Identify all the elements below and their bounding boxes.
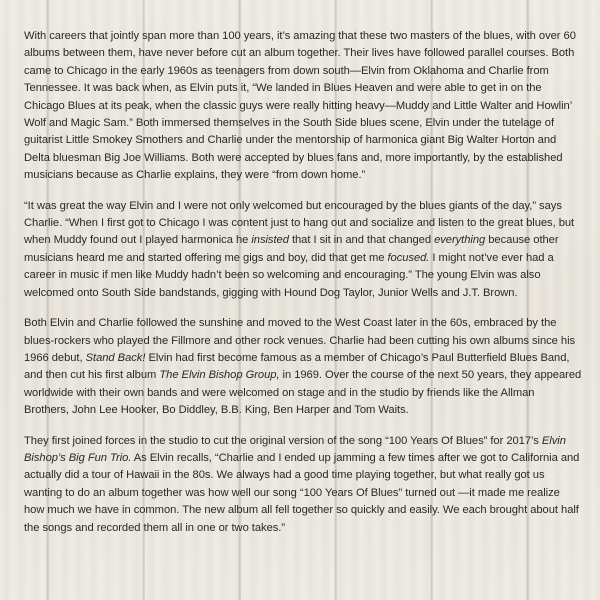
paragraph-1: [24, 28, 582, 185]
text-segment: I might not’ve ever had a career in music if men like Muddy hadn’t been so welcoming and encouraging.” The young Elvin was also welcomed onto South Side bandstands, gigging with Hound Dog Taylor, Junior Wells and J.T. Brown.: [24, 251, 554, 299]
text-segment: that I sit in and that changed: [288, 234, 435, 247]
text-segment: because other musicians heard me and started offering me gigs and boy, did that get me: [24, 234, 559, 264]
paragraph-3: [24, 315, 582, 419]
liner-notes-text: [24, 28, 582, 550]
text-segment: Both Elvin and Charlie followed the sunshine and moved to the West Coast later in the 60s, embraced by the blues-rockers who played the Fillmore and other rock venues. Charlie had been cutting his own albums since his 1966 debut,: [24, 317, 576, 364]
text-segment: “It was great the way Elvin and I were not only welcomed but encouraged by the blues giants of the day,” says Charlie. “When I first got to Chicago I was content just to hang out and socialize and listen to the great blues, but when Muddy found out I played harmonica he: [24, 199, 575, 247]
paragraph-2: [24, 198, 582, 302]
album-title-elvin-bishop-group: The Elvin Bishop Group,: [159, 369, 280, 382]
text-segment: in 1969. Over the course of the next 50 years, they appeared worldwide with their own bands and were welcomed on stage and in the studio by friends like the Allman Brothers, John Lee Hooker, Bo Diddley, B.B. King, Ben Harper and Tom Waits.: [24, 369, 582, 417]
italic-text: everything: [434, 234, 486, 247]
album-title-big-fun-trio: Elvin Bishop’s Big Fun Trio.: [24, 434, 566, 464]
italic-text: focused.: [387, 251, 430, 264]
paragraph-4: [24, 433, 582, 537]
italic-text: insisted: [251, 234, 289, 247]
text-segment: As Elvin recalls, “Charlie and I ended up jamming a few times after we got to California and actually did a tour of Hawaii in the 80s. We always had a good time playing together, but what really got us wanting to do an album together was how well our song “100 Years Of Blues” turned out —it made me realize how much we have in common. The new album all fell together so quickly and easily. We each brought about half the songs and recorded them all in one or two takes.”: [24, 451, 580, 534]
text-segment: With careers that jointly span more than 100 years, it’s amazing that these two masters of the blues, with over 60 albums between them, have never before cut an album together. Their lives have followed parallel courses. Both came to Chicago in the early 1960s as teenagers from down south—Elvin from Oklahoma and Charlie from Tennessee. It was back when, as Elvin puts it, “We landed in Blues Heaven and were able to get in on the Chicago Blues at its peak, when the classic guys were really hitting heavy—Muddy and Little Walter and Howlin’ Wolf and Magic Sam.” Both immersed themselves in the South Side blues scene, Elvin under the tutelage of guitarist Little Smokey Smothers and Charlie under the mentorship of harmonica giant Big Walter Horton and Delta bluesman Big Joe Williams. Both were accepted by blues fans and, more importantly, by the established musicians because as Charlie explains, they were “from down home.”: [24, 30, 576, 182]
text-segment: Elvin had first become famous as a member of Chicago’s Paul Butterfield Blues Band, and then cut his first album: [24, 351, 570, 382]
text-segment: They first joined forces in the studio to cut the original version of the song “100 Years Of Blues” for 2017’s: [24, 434, 542, 447]
album-title-stand-back: Stand Back!: [85, 351, 146, 364]
